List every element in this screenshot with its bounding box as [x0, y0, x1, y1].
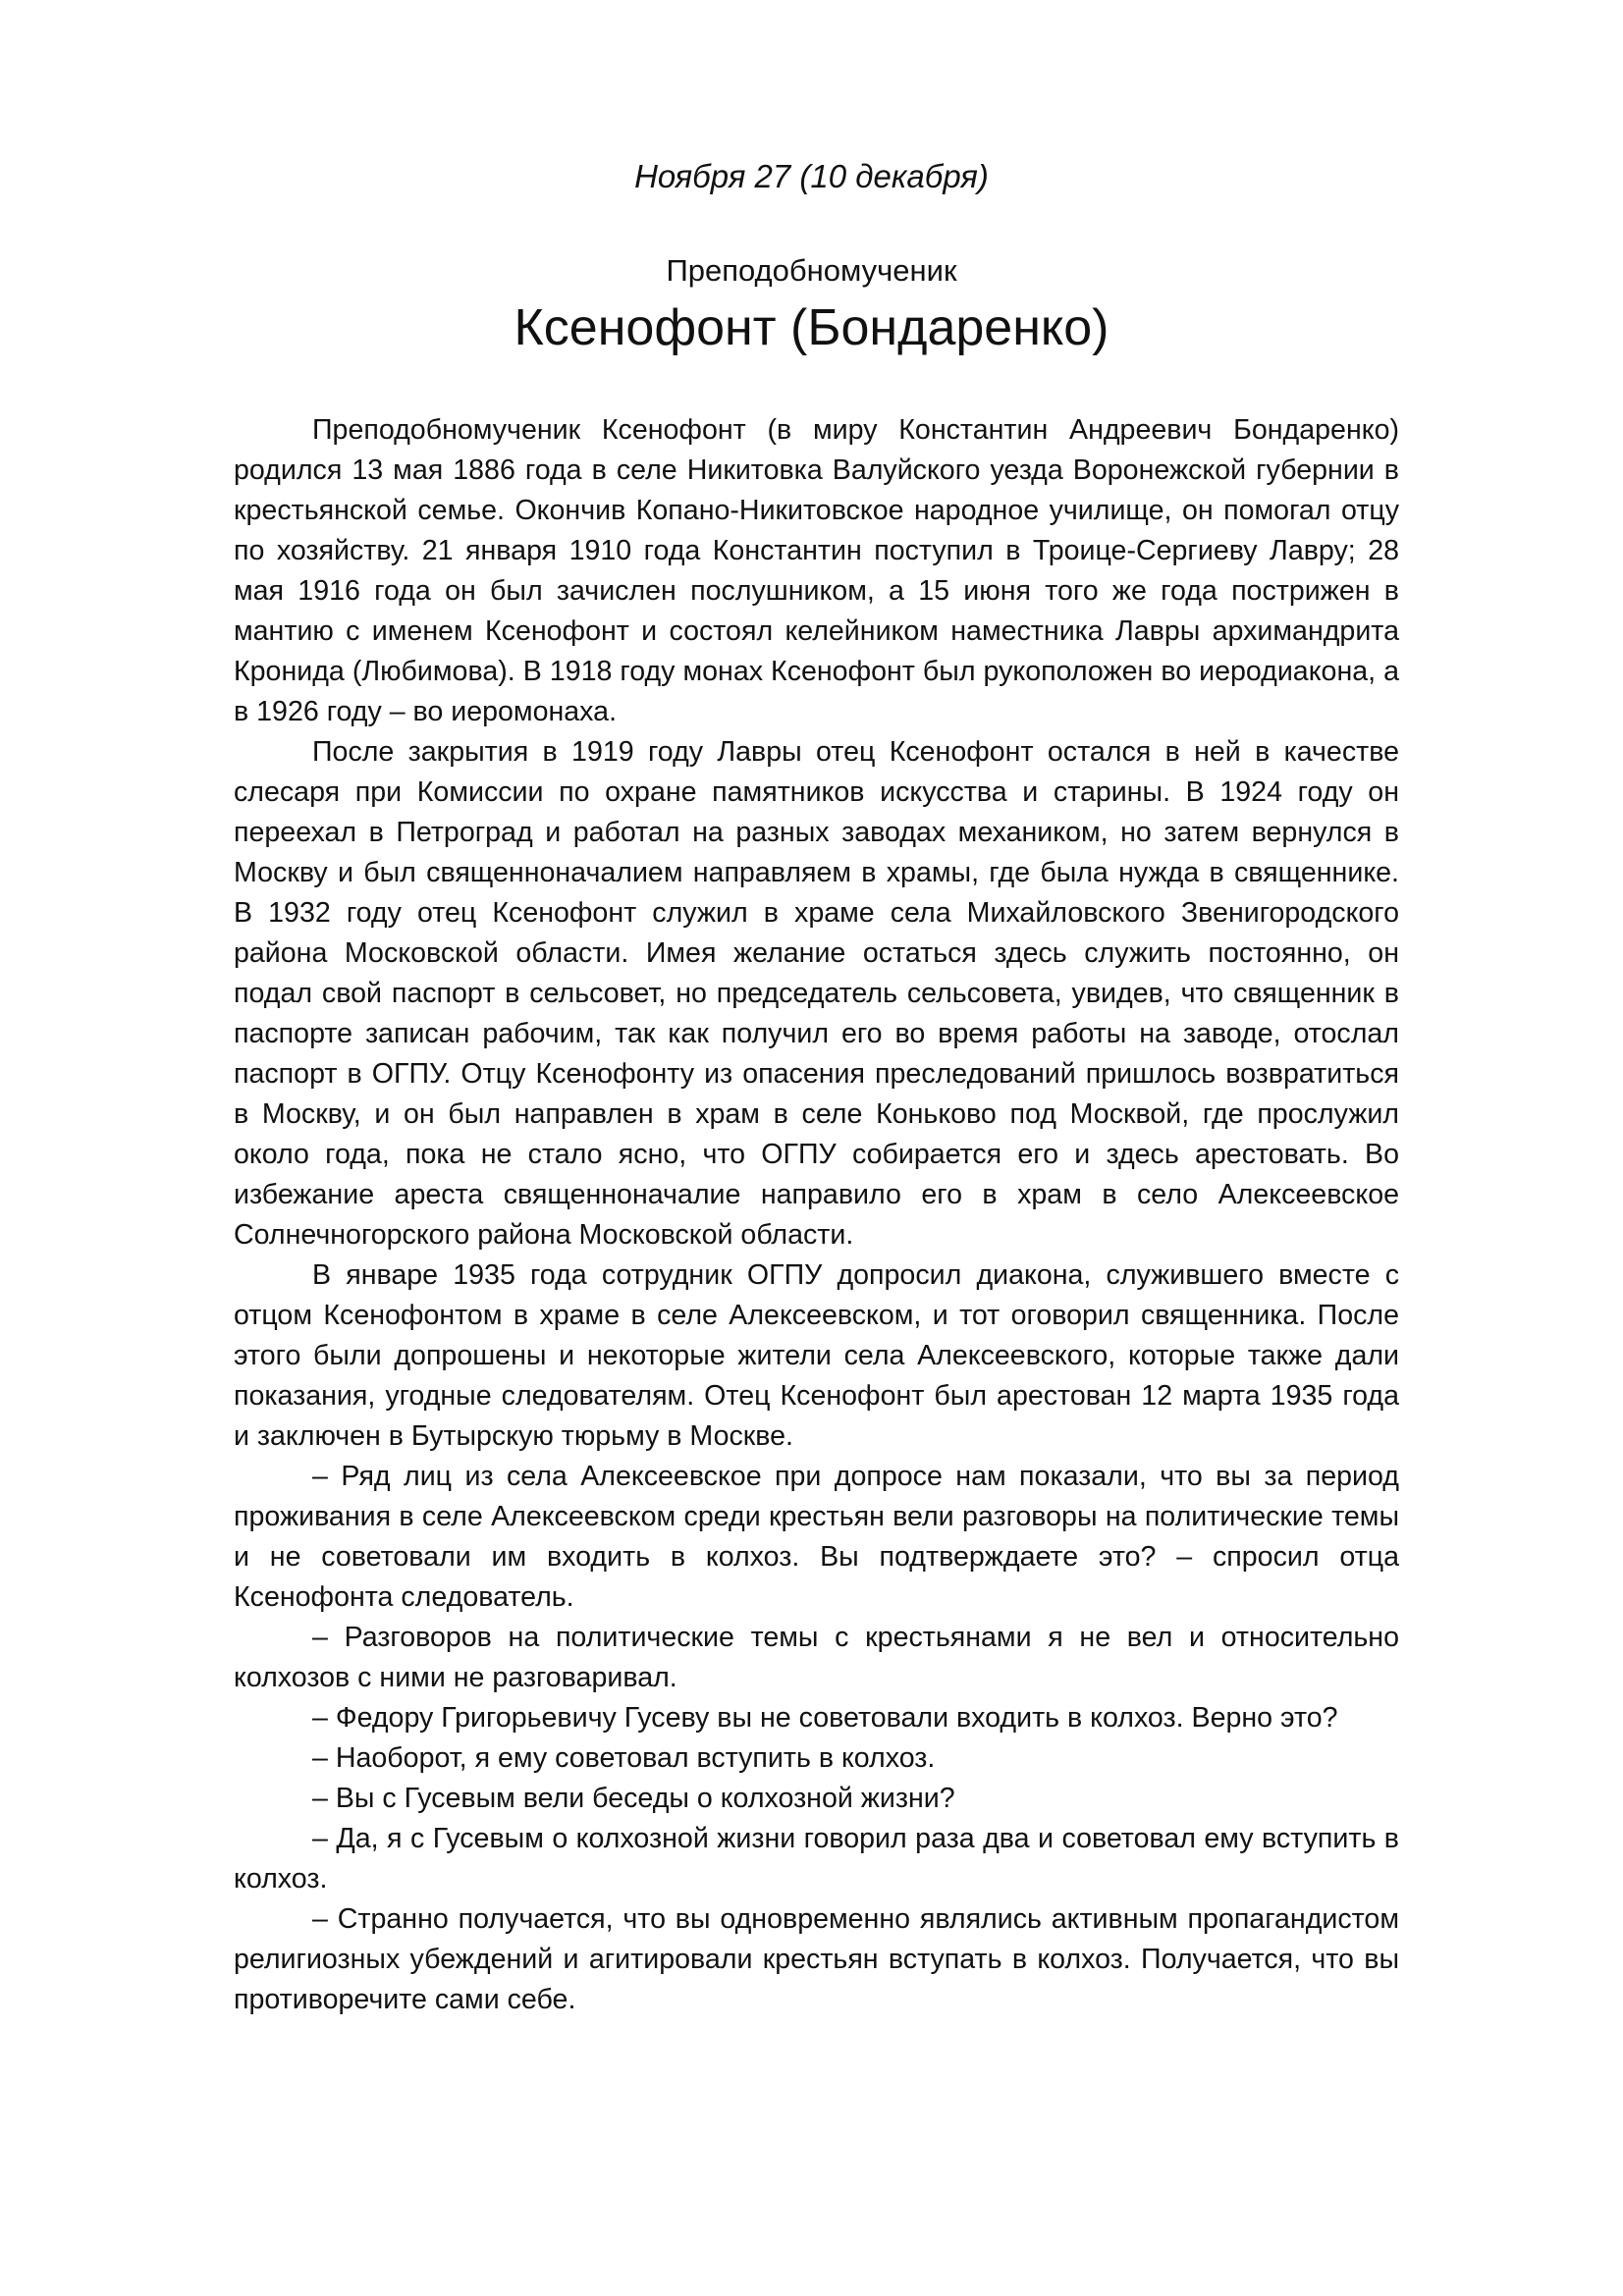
paragraph: – Разговоров на политические темы с крестьянами я не вел и относительно колхозов с ними не разговаривал. — [234, 1622, 1399, 1693]
paragraph: – Ряд лиц из села Алексеевское при допросе нам показали, что вы за период проживания в селе Алексеевском среди крестьян вели разговоры на политические темы и не советовали им входить в колхоз. Вы подтверждаете это? – спросил отца Ксенофонта следователь. — [234, 1461, 1399, 1613]
paragraph: – Да, я с Гусевым о колхозной жизни говорил раза два и советовал ему вступить в колхоз. — [234, 1823, 1399, 1895]
paragraph: В январе 1935 года сотрудник ОГПУ допросил диакона, служившего вместе с отцом Ксенофонтом в храме в селе Алексеевском, и тот оговорил священника. После этого были допрошены и некоторые жители села Алексеевского, которые также дали показания, угодные следователям. Отец Ксенофонт был арестован 12 марта 1935 года и заключен в Бутырскую тюрьму в Москве. — [234, 1259, 1399, 1452]
feast-date: Ноября 27 (10 декабря) — [634, 158, 989, 194]
page-title: Ксенофонт (Бондаренко) — [514, 299, 1109, 356]
paragraph: После закрытия в 1919 году Лавры отец Ксенофонт остался в ней в качестве слесаря при Комиссии по охране памятников искусства и старины. В 1924 году он переехал в Петроград и работал на разных заводах механиком, но затем вернулся в Москву и был священноначалием направляем в храмы, где была нужда в священнике. В 1932 году отец Ксенофонт служил в храме села Михайловского Звенигородского района Московской области. Имея желание остаться здесь служить постоянно, он подал свой паспорт в сельсовет, но председатель сельсовета, увидев, что священник в паспорте записан рабочим, так как получил его во время работы на заводе, отослал паспорт в ОГПУ. Отцу Ксенофонту из опасения преследований пришлось возвратиться в Москву, и он был направлен в храм в селе Коньково под Москвой, где прослужил около года, пока не стало ясно, что ОГПУ собирается его и здесь арестовать. Во избежание ареста священноначалие направило его в храм в село Алексеевское Солнечногорского района Московской области. — [234, 736, 1399, 1251]
paragraph: – Странно получается, что вы одновременно являлись активным пропагандистом религиозных убеждений и агитировали крестьян вступать в колхоз. Получается, что вы противоречите сами себе. — [234, 1903, 1399, 2015]
paragraph: – Федору Григорьевичу Гусеву вы не советовали входить в колхоз. Верно это? — [312, 1702, 1338, 1734]
paragraph: Преподобномученик Ксенофонт (в миру Константин Андреевич Бондаренко) родился 13 мая 1886 года в селе Никитовка Валуйского уезда Воронежской губернии в крестьянской семье. Окончив Копано-Никитовское народное училище, он помогал отцу по хозяйству. 21 января 1910 года Константин поступил в Троице-Сергиеву Лавру; 28 мая 1916 года он был зачислен послушником, а 15 июня того же года пострижен в мантию с именем Ксенофонт и состоял келейником наместника Лавры архимандрита Кронида (Любимова). В 1918 году монах Ксенофонт был рукоположен во иеродиакона, а в 1926 году – во иеромонаха. — [234, 414, 1399, 727]
saint-rank: Преподобномученик — [666, 253, 957, 288]
paragraph: – Вы с Гусевым вели беседы о колхозной жизни? — [312, 1783, 955, 1814]
paragraph: – Наоборот, я ему советовал вступить в колхоз. — [312, 1742, 936, 1774]
body-text — [234, 410, 1399, 2020]
